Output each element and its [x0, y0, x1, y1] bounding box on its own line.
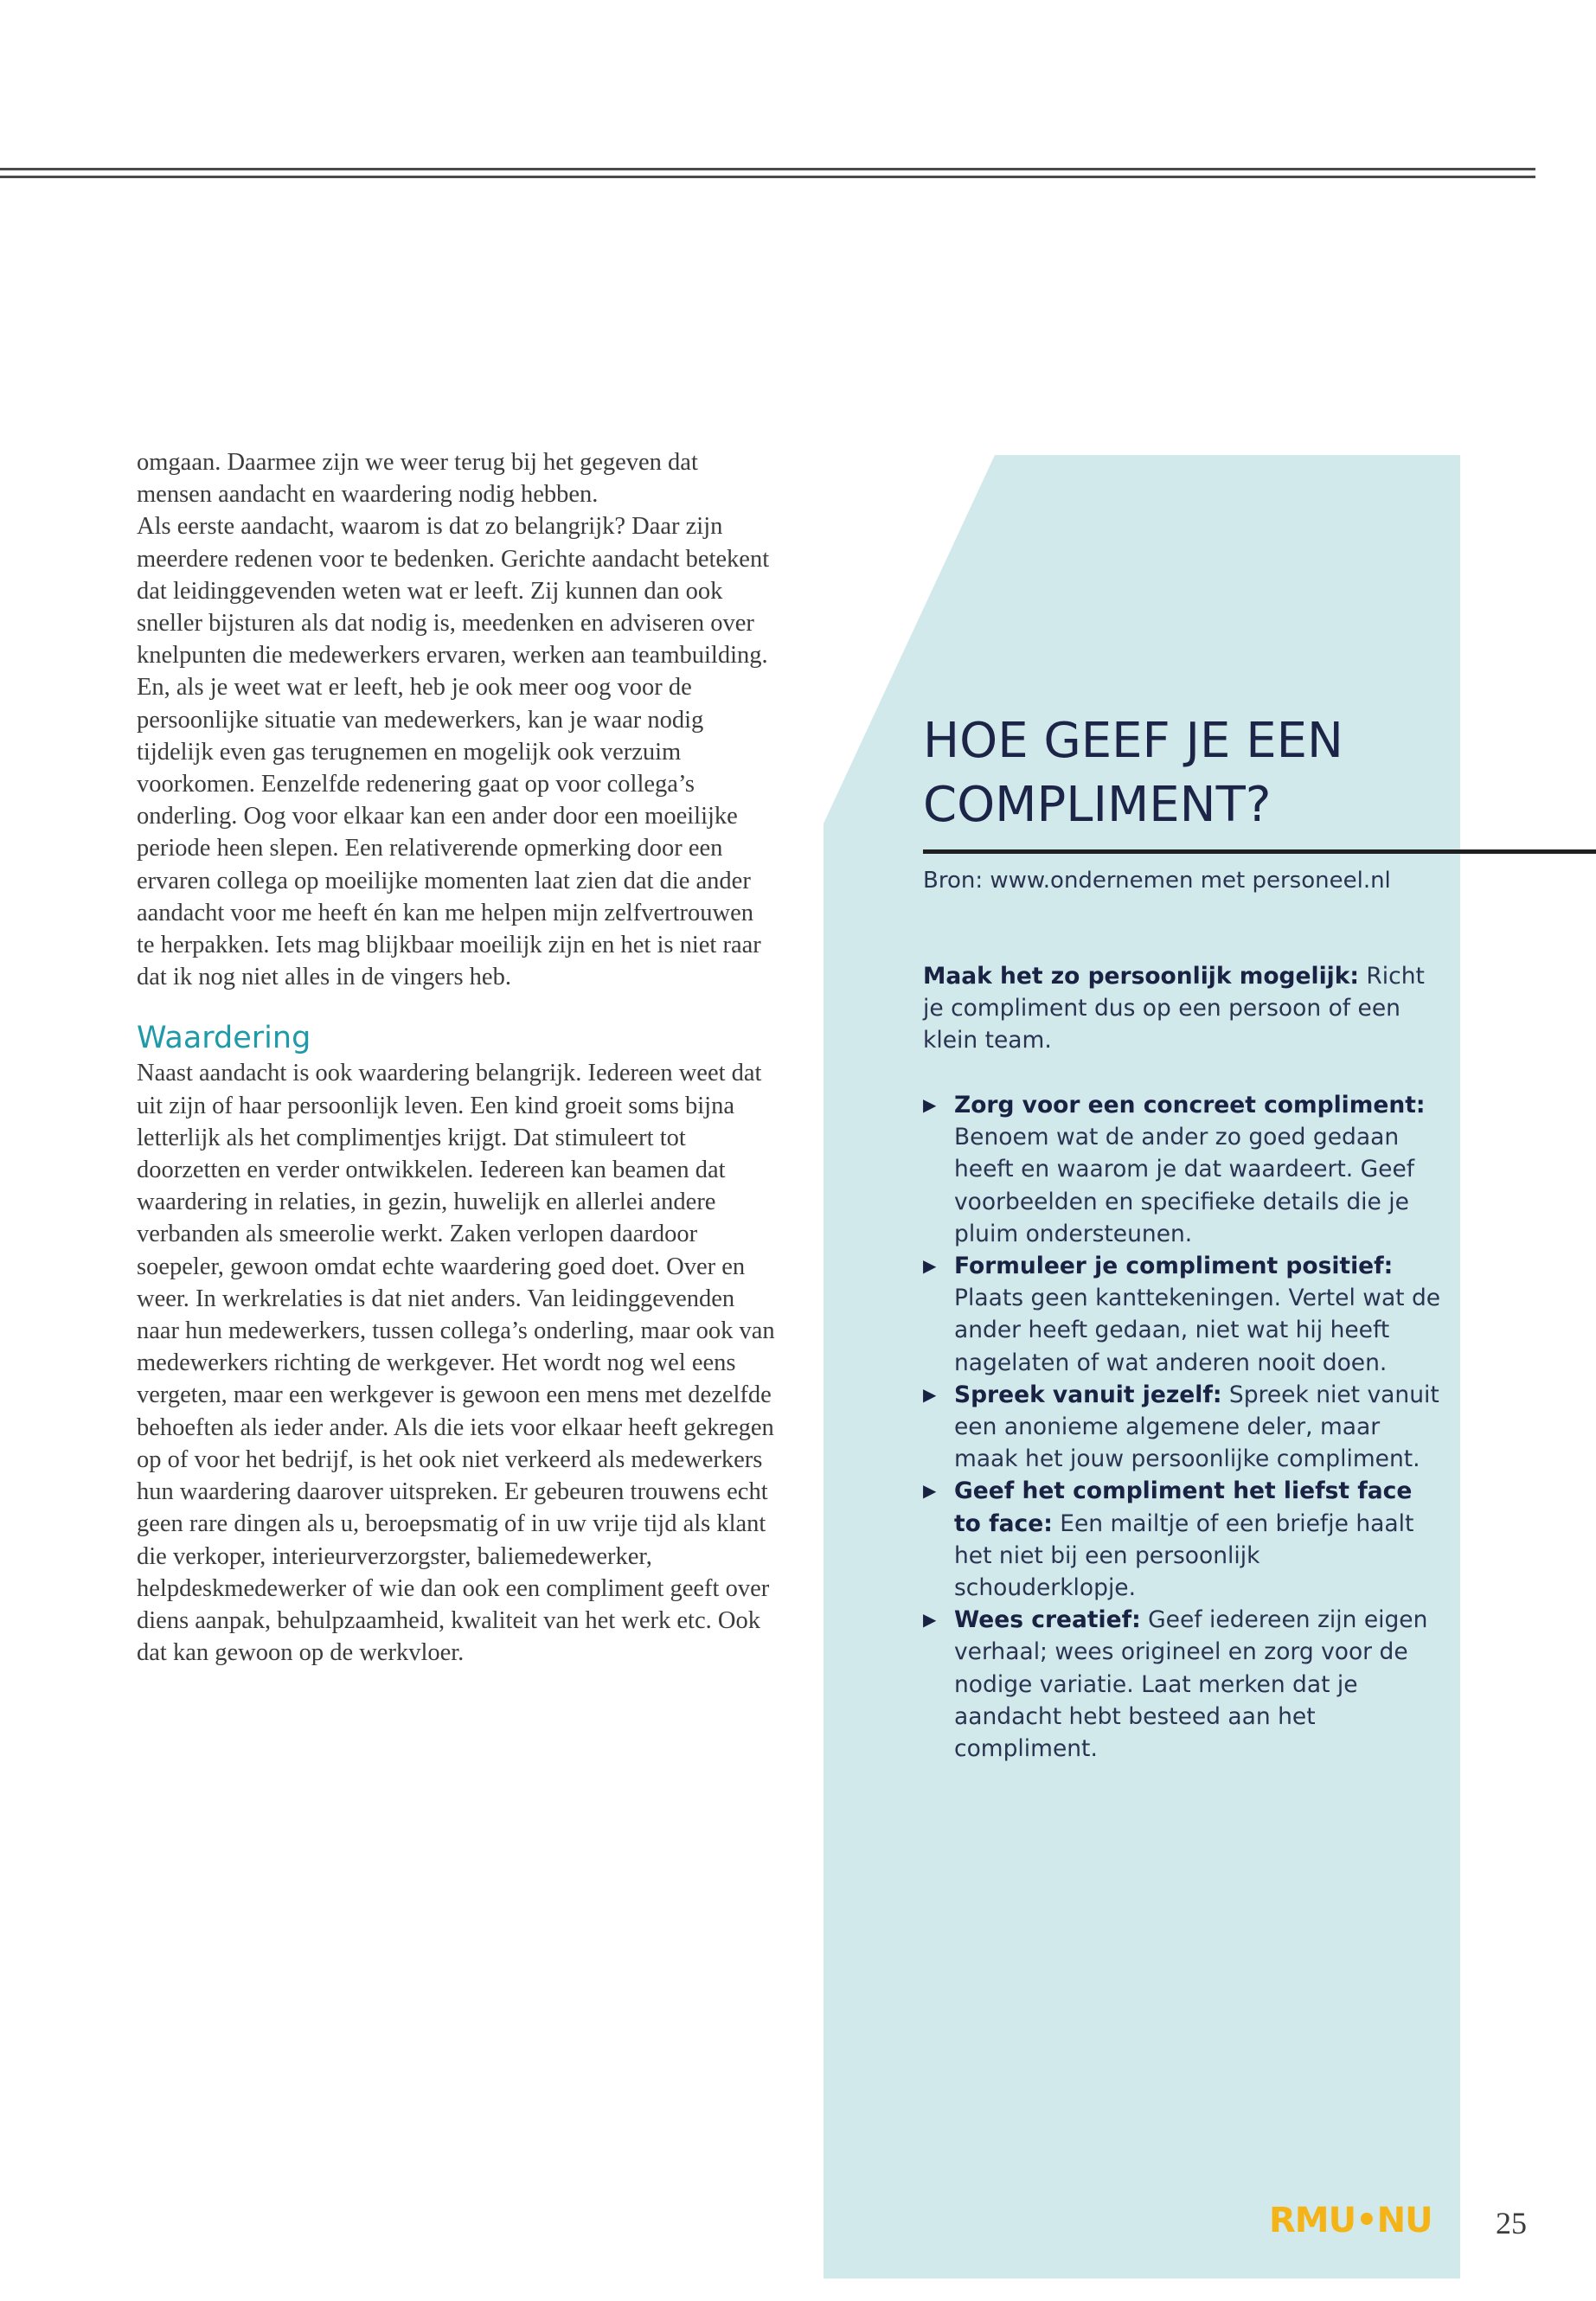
tip-text: Een mailtje of een briefje haalt het niet bij een persoonlijk schouderklopje. — [954, 1509, 1414, 1602]
triangle-bullet-icon: ▶ — [923, 1480, 937, 1502]
section-heading-waardering: Waardering — [137, 1021, 311, 1056]
tip-text: Benoem wat de ander zo goed gedaan heeft en waarom je dat waardeert. Geef voorbeelden en specifieke details die je pluim ondersteunen. — [954, 1124, 1415, 1247]
top-rule-line-1 — [0, 168, 1535, 170]
list-item — [923, 1604, 1442, 1765]
list-item — [923, 1250, 1442, 1379]
tip-text: Plaats geen kanttekeningen. Vertel wat de ander heeft gedaan, niet wat hij heeft nagelaten of wat anderen nooit doen. — [954, 1285, 1441, 1376]
rmu-nu-logo — [1269, 2202, 1433, 2240]
intro-text: Richt je compliment dus op een persoon of een klein team. — [923, 963, 1425, 1054]
tip-bold: Formuleer je compliment positief: — [954, 1253, 1394, 1280]
article-column — [137, 446, 777, 1669]
sidebar-title-line-2: COMPLIMENT? — [923, 777, 1272, 833]
logo-dot-icon: • — [1356, 2201, 1377, 2240]
logo-text-right: NU — [1376, 2201, 1433, 2240]
tip-bold: Geef het compliment het liefst face to face: — [954, 1477, 1413, 1537]
sidebar-title-line-1: HOE GEEF JE EEN — [923, 713, 1343, 769]
list-item — [923, 1379, 1442, 1476]
tip-text: Geef iedereen zijn eigen verhaal; wees origineel en zorg voor de nodige variatie. Laat merken dat je aandacht hebt besteed aan het compliment. — [954, 1606, 1428, 1763]
triangle-bullet-icon: ▶ — [923, 1255, 937, 1277]
page-number: 25 — [1496, 2206, 1527, 2240]
source-line: Bron: www.ondernemen met personeel.nl — [923, 868, 1391, 894]
title-underline — [923, 849, 1596, 854]
tips-list — [923, 1089, 1442, 1765]
tip-text: Spreek niet vanuit een anonieme algemene deler, maar maak het jouw persoonlijke compliment. — [954, 1381, 1439, 1473]
list-item — [923, 1475, 1442, 1604]
article-paragraph-1: omgaan. Daarmee zijn we weer terug bij het gegeven dat mensen aandacht en waardering nodig hebben. — [137, 449, 698, 509]
tip-bold: Zorg voor een concreet compliment: — [954, 1092, 1426, 1118]
sidebar-title — [923, 709, 1442, 837]
tip-bold: Wees creatief: — [954, 1606, 1141, 1634]
list-item — [923, 1089, 1442, 1250]
tip-bold: Spreek vanuit jezelf: — [954, 1381, 1222, 1408]
logo-text-left: RMU — [1269, 2201, 1356, 2240]
sidebar-intro — [923, 960, 1425, 1057]
triangle-bullet-icon: ▶ — [923, 1609, 937, 1631]
article-paragraph-2: Als eerste aandacht, waarom is dat zo belangrijk? Daar zijn meerdere redenen voor te bedenken. Gerichte aandacht betekent dat leidinggevenden weten wat er leeft. Zij kunnen dan ook sneller bijsturen als dat nodig is, meedenken en adviseren over knelpunten die medewerkers ervaren, werken aan teambuilding. En, als je weet wat er leeft, heb je ook meer oog voor de persoonlijke situatie van medewerkers, kan je waar nodig tijdelijk even gas terugnemen en mogelijk ook verzuim voorkomen. Eenzelfde redenering gaat op voor collega’s onderling. Oog voor elkaar kan een ander door een moeilijke periode heen slepen. Een relativerende opmerking door een ervaren collega op moeilijke momenten laat zien dat die ander aandacht voor me heeft én kan me helpen mijn zelfvertrouwen te herpakken. Iets mag blijkbaar moeilijk zijn en het is niet raar dat ik nog niet alles in de vingers heb. — [137, 513, 770, 991]
triangle-bullet-icon: ▶ — [923, 1094, 937, 1115]
triangle-bullet-icon: ▶ — [923, 1383, 937, 1405]
top-rule-line-2 — [0, 176, 1535, 178]
article-paragraph-3: Naast aandacht is ook waardering belangrijk. Iedereen weet dat uit zijn of haar persoonlijk leven. Een kind groeit soms bijna letterlijk als het complimentjes krijgt. Dat stimuleert tot doorzetten en verder ontwikkelen. Iedereen kan beamen dat waardering in relaties, in gezin, huwelijk en allerlei andere verbanden als smeerolie werkt. Zaken verlopen daardoor soepeler, gewoon omdat echte waardering goed doet. Over en weer. In werkrelaties is dat niet anders. Van leidinggevenden naar hun medewerkers, tussen collega’s onderling, maar ook van medewerkers richting de werkgever. Het wordt nog wel eens vergeten, maar een werkgever is gewoon een mens met dezelfde behoeften als ieder ander. Als die iets voor elkaar heeft gekregen op of voor het bedrijf, is het ook niet verkeerd als medewerkers hun waardering daarover uitspreken. Er gebeuren trouwens echt geen rare dingen als u, beroepsmatig of in uw vrije tijd als klant die verkoper, interieurverzorgster, baliemedewerker, helpdeskmedewerker of wie dan ook een compliment geeft over diens aanpak, behulpzaamheid, kwaliteit van het werk etc. Ook dat kan gewoon op de werkvloer. — [137, 1060, 775, 1667]
intro-bold: Maak het zo persoonlijk mogelijk: — [923, 963, 1359, 990]
